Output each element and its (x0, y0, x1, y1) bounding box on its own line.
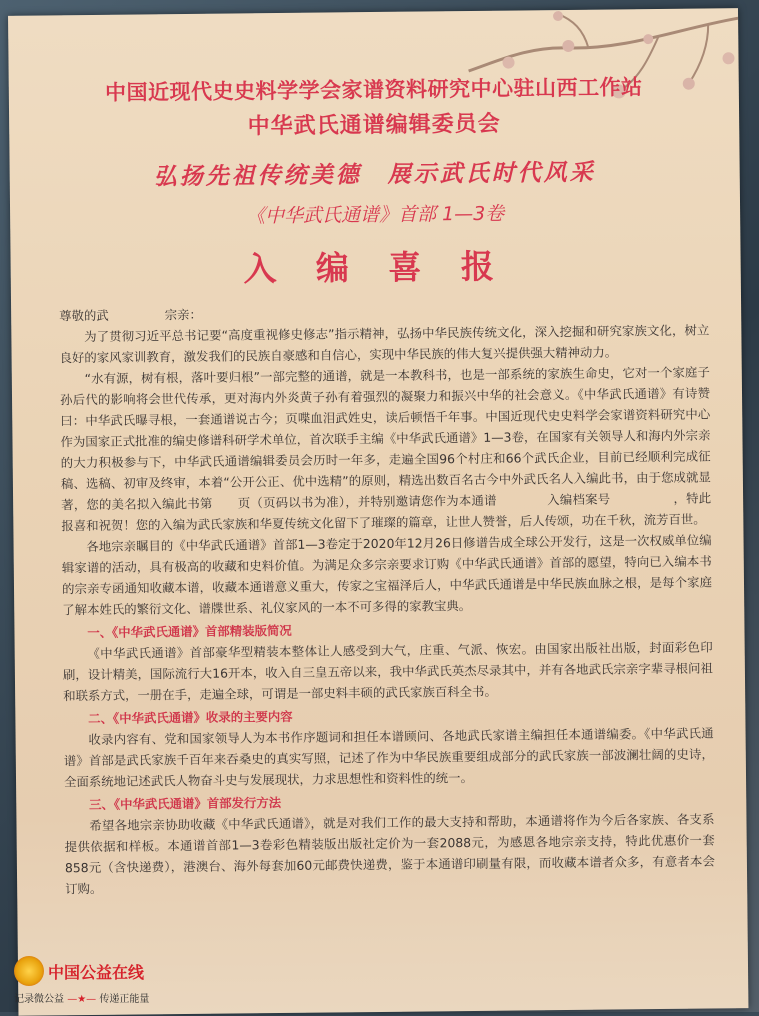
page-title: 入 编 喜 报 (243, 246, 509, 289)
paragraph-4: 《中华武氏通谱》首部豪华型精装本整体让人感受到大气，庄重、气派、恢宏。由国家出版社出版，封面彩色印刷，设计精美，国际流行大16开本，收入自三皇五帝以来，我中华武氏英杰尽录其中，并有各地武氏宗亲字辈寻根问祖和联系方式，一册在手，走遍全球，可谓是一部史料丰硕的武氏家族百科全书。 (62, 639, 713, 704)
section-heading-3: 三、《中华武氏通谱》首部发行方法 (89, 795, 282, 813)
letter-body (59, 298, 715, 899)
watermark-subtitle (14, 990, 149, 1005)
watermark-sub-right: 传递正能量 (99, 994, 150, 1005)
star-icon: —★— (67, 994, 97, 1005)
header-volume: 《中华武氏通谱》首部 1—3卷 (245, 202, 505, 228)
greeting-prefix: 尊敬的武 (59, 307, 109, 324)
section-heading-1: 一、《中华武氏通谱》首部精装版简况 (87, 622, 292, 641)
paragraph-6: 希望各地宗亲协助收藏《中华武氏通谱》，就是对我们工作的最大支持和帮助，本通谱将作为今后各家族、各支系提供依据和样板。本通谱首部1—3卷彩色精装版出版社定价为一套2088元，为感恩各地宗亲支持，特此优惠价一套858元（含快递费），港澳台、海外每套加60元邮费快递费，鉴于本通谱印刷量有限，而收藏本谱者众多，有意者本会订购。 (64, 811, 715, 897)
watermark-sub-left: 记录微公益 (14, 994, 64, 1005)
header-slogan: 弘扬先祖传统美德 展示武氏时代风采 (153, 158, 596, 191)
header-organization: 中国近现代史史料学学会家谱资料研究中心驻山西工作站 (104, 75, 643, 105)
paragraph-3: 各地宗亲瞩目的《中华武氏通谱》首部1—3卷定于2020年12月26日修谱告成全球公开发行，这是一次权威单位编辑家谱的活动，具有极高的收藏和史料价值。为满足众多宗亲要求订购《中华武氏通谱》首部的愿望，特向已入编本书的宗亲专函通知收藏本谱，收藏本通谱意义重大，传家之宝福泽后人，中华武氏通谱是中华民族血脉之根，是每个家庭了解本姓氏的繁衍文化、谱牒世系、礼仪家风的一本不可多得的家教宝典。 (61, 532, 713, 618)
paragraph-2: “水有源，树有根，落叶要归根”一部完整的通谱，就是一本教科书，也是一部系统的家族生命史，它对一个家庭子孙后代的影响将会世代传承，更对海内外炎黄子孙有着强烈的凝聚力和振兴中华的社会意义。《中华武氏通谱》有诗赞曰：中华武氏曝寻根，一套通谱说古今；页喋血泪武姓史，读后顿悟千年事。中国近现代史史料学会家谱资料研究中心作为国家正式批准的编史修谱科研学术单位，首次联手主编《中华武氏通谱》1—3卷，在国家有关领导人和海内外宗亲的大力积极参与下，中华武氏通谱编辑委员会历时一年多，走遍全国96个村庄和66个武氏企业，目前已经顺利完成征稿、选稿、初审及终审，本着“公开公正、优中选精”的原则，精选出数百名古今中外武氏名人入编此书，由于您成就显著，您的美名拟入编此书第 页（页码以书为准），并特别邀请您作为本通谱 入编档案号 ，特此报喜和祝贺！您的入编为武氏家族和华夏传统文化留下了璀璨的篇章，让世人赞誉，后人传颂，功在千秋，流芳百世。 (59, 364, 712, 534)
watermark-title: 中国公益在线 (48, 963, 145, 982)
header-committee: 中华武氏通谱编辑委员会 (247, 111, 501, 140)
logo-emblem-icon (14, 956, 44, 986)
notice-paper (8, 8, 748, 1016)
paragraph-5: 收录内容有、党和国家领导人为本书作序题词和担任本谱顾问、各地武氏家谱主编担任本通谱编委。《中华武氏通谱》首部是武氏家族千百年来吞桑史的真实写照，记述了作为中华民族重要组成部分的武氏家族一部波澜壮阔的史诗，全面系统地记述武氏人物奋斗史与发展现状，力求思想性和资料性的统一。 (63, 725, 714, 790)
paragraph-1: 为了贯彻习近平总书记要“高度重视修史修志”指示精神，弘扬中华民族传统文化，深入挖掘和研究家族文化，树立良好的家风家训教育，激发我们的民族自豪感和自信心，实现中华民族的伟大复兴提供强大精神动力。 (59, 322, 710, 366)
watermark-logo (14, 956, 174, 1006)
greeting-suffix: 宗亲： (164, 306, 202, 323)
section-heading-2: 二、《中华武氏通谱》收录的主要内容 (88, 708, 293, 727)
